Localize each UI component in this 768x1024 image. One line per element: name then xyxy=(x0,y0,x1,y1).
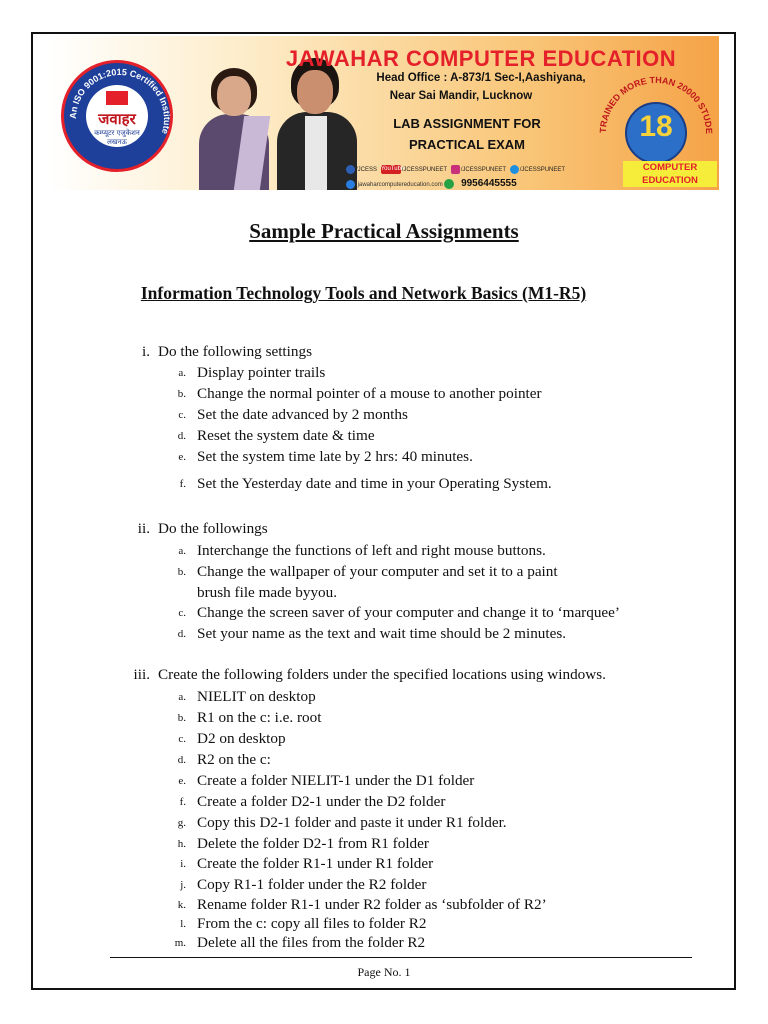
item-letter: b. xyxy=(177,388,186,400)
item-text: Set your name as the text and wait time should be 2 minutes. xyxy=(197,625,567,642)
institute-name: JAWAHAR COMPUTER EDUCATION xyxy=(285,46,677,71)
item-letter: b. xyxy=(177,712,186,724)
item-text: Create a folder NIELIT-1 under the D1 folder xyxy=(197,772,475,789)
item-text: Reset the system date & time xyxy=(197,427,375,444)
question-number: ii. xyxy=(137,520,150,537)
svg-text:An ISO 9001:2015 Certified Ins: An ISO 9001:2015 Certified Institute xyxy=(67,66,173,136)
page-title: Sample Practical Assignments xyxy=(249,219,519,243)
social-links xyxy=(346,165,592,177)
item-letter: e. xyxy=(178,451,186,463)
item-text-continuation: brush file made byyou. xyxy=(197,584,338,601)
item-text: NIELIT on desktop xyxy=(197,688,316,705)
item-text: Delete the folder D2-1 from R1 folder xyxy=(197,835,429,852)
twitter-handle: /JCESSPUNEET xyxy=(519,167,566,174)
item-text: Change the normal pointer of a mouse to another pointer xyxy=(197,385,542,402)
svg-text:TRAINED MORE THAN 20000 STUDEN: TRAINED MORE THAN 20000 STUDE xyxy=(597,74,715,135)
address-line-1: Head Office : A-873/1 Sec-I,Aashiyana, xyxy=(376,72,586,84)
item-letter: a. xyxy=(178,367,186,379)
item-letter: i. xyxy=(180,858,186,870)
item-letter: j. xyxy=(180,879,186,891)
item-text: D2 on desktop xyxy=(197,730,286,747)
question-text: Create the following folders under the specified locations using windows. xyxy=(158,666,606,683)
item-text: Delete all the files from the folder R2 xyxy=(197,934,426,951)
item-text: Set the system time late by 2 hrs: 40 minutes. xyxy=(197,448,473,465)
item-text: From the c: copy all files to folder R2 xyxy=(197,915,427,932)
question-text: Do the followings xyxy=(158,520,268,537)
item-letter: d. xyxy=(177,754,186,766)
item-letter: b. xyxy=(177,566,186,578)
item-letter: c. xyxy=(178,409,186,421)
item-text: Copy this D2-1 folder and paste it under R1 folder. xyxy=(197,814,507,831)
item-text: R2 on the c: xyxy=(197,751,271,768)
question-number: iii. xyxy=(133,666,150,683)
item-letter: f. xyxy=(179,478,186,490)
item-letter: a. xyxy=(178,545,186,557)
question-number: i. xyxy=(141,343,150,360)
item-letter: m. xyxy=(174,937,186,949)
lab-assignment-heading: LAB ASSIGNMENT FOR xyxy=(393,116,541,131)
youtube-icon: YouTube xyxy=(380,166,405,172)
globe-icon xyxy=(346,180,355,189)
whatsapp-icon xyxy=(444,179,454,189)
item-text: R1 on the c: i.e. root xyxy=(197,709,322,726)
item-letter: a. xyxy=(178,691,186,703)
item-letter: e. xyxy=(178,775,186,787)
seal-wordmark: जवाहर xyxy=(98,110,136,128)
address-line-2: Near Sai Mandir, Lucknow xyxy=(389,90,533,102)
item-text: Change the wallpaper of your computer and set it to a paint xyxy=(197,563,558,580)
item-text: Change the screen saver of your computer and change it to ‘marquee’ xyxy=(197,604,620,621)
badge-caption: COMPUTER EDUCATION xyxy=(623,161,717,187)
item-letter: l. xyxy=(180,918,186,930)
facebook-icon xyxy=(346,165,355,174)
item-letter: h. xyxy=(177,838,186,850)
practical-exam-heading: PRACTICAL EXAM xyxy=(408,137,526,152)
contact-row xyxy=(346,178,606,190)
item-text: Interchange the functions of left and right mouse buttons. xyxy=(197,542,546,559)
item-text: Set the date advanced by 2 months xyxy=(197,406,408,423)
header-banner xyxy=(49,36,719,190)
item-letter: d. xyxy=(177,430,186,442)
item-text: Display pointer trails xyxy=(197,364,326,381)
page-number: Page No. 1 xyxy=(357,965,411,979)
item-letter: d. xyxy=(177,628,186,640)
item-text: Copy R1-1 folder under the R2 folder xyxy=(197,876,427,893)
flag-icon xyxy=(106,91,128,105)
item-letter: c. xyxy=(178,607,186,619)
instagram-handle: /JCESSPUNEET xyxy=(460,167,507,174)
twitter-icon xyxy=(510,165,519,174)
badge-number: 18 xyxy=(639,110,673,143)
iso-seal-logo xyxy=(61,60,173,172)
question-text: Do the following settings xyxy=(158,343,312,360)
website-text: jawaharcomputereducation.com xyxy=(357,182,443,188)
item-text: Create a folder D2-1 under the D2 folder xyxy=(197,793,446,810)
item-text: Rename folder R1-1 under R2 folder as ‘subfolder of R2’ xyxy=(197,896,547,913)
item-letter: c. xyxy=(178,733,186,745)
item-text: Set the Yesterday date and time in your Operating System. xyxy=(197,475,552,492)
footer-divider xyxy=(110,957,692,958)
item-text: Create the folder R1-1 under R1 folder xyxy=(197,855,434,872)
seal-subtext: कम्प्यूटर एजुकेशन लखनऊ xyxy=(94,129,140,146)
facebook-handle: /JCESS xyxy=(356,167,378,174)
youtube-handle: /JCESSPUNEET xyxy=(401,167,448,174)
item-letter: g. xyxy=(177,817,186,829)
item-letter: k. xyxy=(177,899,186,911)
page-subtitle: Information Technology Tools and Network Basics (M1-R5) xyxy=(140,283,587,303)
instagram-icon xyxy=(451,165,460,174)
phone-number: 9956445555 xyxy=(461,178,517,189)
item-letter: f. xyxy=(179,796,186,808)
